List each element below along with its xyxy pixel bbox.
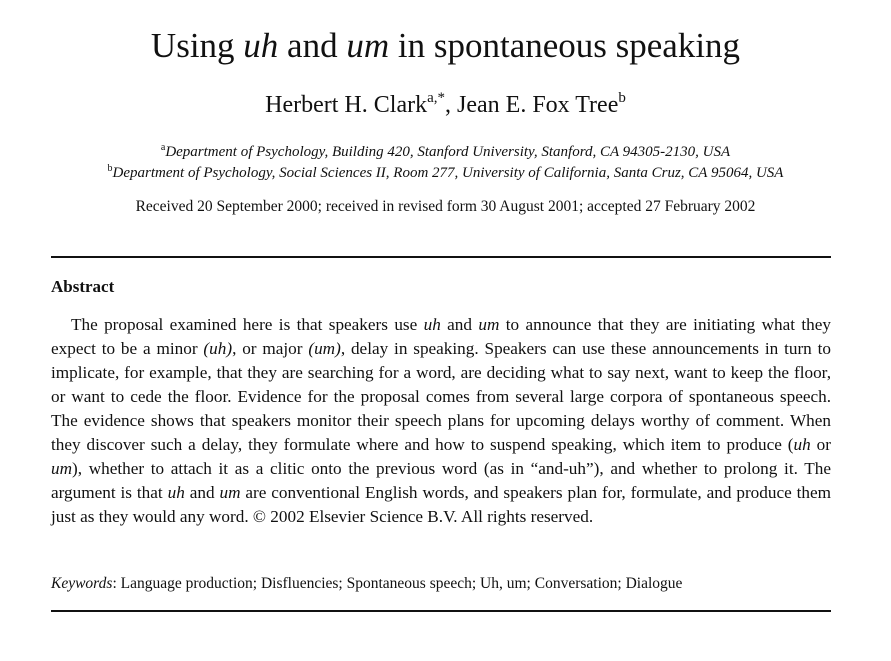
abstract-body [51,313,831,529]
abstract-text: The proposal examined here is that speakers use [71,315,424,334]
author-separator: , [445,92,458,118]
top-divider [51,256,831,258]
bottom-divider [51,610,831,612]
title-uh: uh [243,26,279,65]
abstract-text: , or major [232,339,309,358]
abstract-text: ), whether to attach it as a clitic onto the previous word (as in “and-uh”), and whether to prolong it. The argument is that [51,459,831,502]
abstract-text: and [440,315,479,334]
abstract-text: are conventional English words, and speakers plan for, formulate, and produce them just as they would any word. © 2002 Elsevier Science B.V. All rights reserved. [51,483,831,526]
author-affiliation-marker: a,* [427,90,446,106]
abstract-term: um [219,483,241,502]
keywords-list: Language production; Disfluencies; Spontaneous speech; Uh, um; Conversation; Dialogue [120,575,683,592]
abstract-term: uh [793,435,811,454]
abstract-term: um [51,459,73,478]
author-affiliation-marker: b [618,90,626,106]
author-name: Jean E. Fox Tree [457,92,619,118]
abstract-term: um [478,315,500,334]
abstract-text: , delay in speaking. Speakers can use these announcements in turn to implicate, for example, that they are searching for a word, are deciding what to say next, want to keep the floor, or want to cede the floor. Evidence for the proposal comes from several large corpora of spontaneous speech. The evidence shows that speakers monitor their speech plans for upcoming delays worthy of comment. When they discover such a delay, they formulate where and how to suspend speaking, which item to produce ( [51,339,831,454]
abstract-term: (uh) [203,339,233,358]
affiliation-text: Department of Psychology, Social Sciences II, Room 277, University of California, Santa Cruz, CA 95064, USA [112,165,784,181]
author-name: Herbert H. Clark [265,92,428,118]
affiliation-marker: a [160,142,166,153]
title-text: in spontaneous speaking [389,26,741,65]
title-text: and [278,26,347,65]
keywords-line [51,574,831,594]
received-dates: Received 20 September 2000; received in revised form 30 August 2001; accepted 27 February 2002 [135,198,756,215]
abstract-term: (um) [308,339,341,358]
affiliation-b [0,163,891,183]
author-list [0,90,891,120]
affiliation-text: Department of Psychology, Building 420, Stanford University, Stanford, CA 94305-2130, USA [165,144,731,160]
affiliation-a [0,142,891,162]
title-um: um [346,26,390,65]
abstract-heading: Abstract [51,277,115,296]
keywords-separator: : [112,575,121,592]
keywords-label: Keywords [51,575,113,592]
abstract-text: or [810,435,831,454]
affiliation-marker: b [107,163,113,174]
abstract-term: uh [167,483,185,502]
abstract-text: to announce that they are initiating what they expect to be a minor [51,315,831,358]
paper-title [0,24,891,68]
abstract-term: uh [423,315,441,334]
title-text: Using [150,26,244,65]
abstract-text: and [184,483,220,502]
